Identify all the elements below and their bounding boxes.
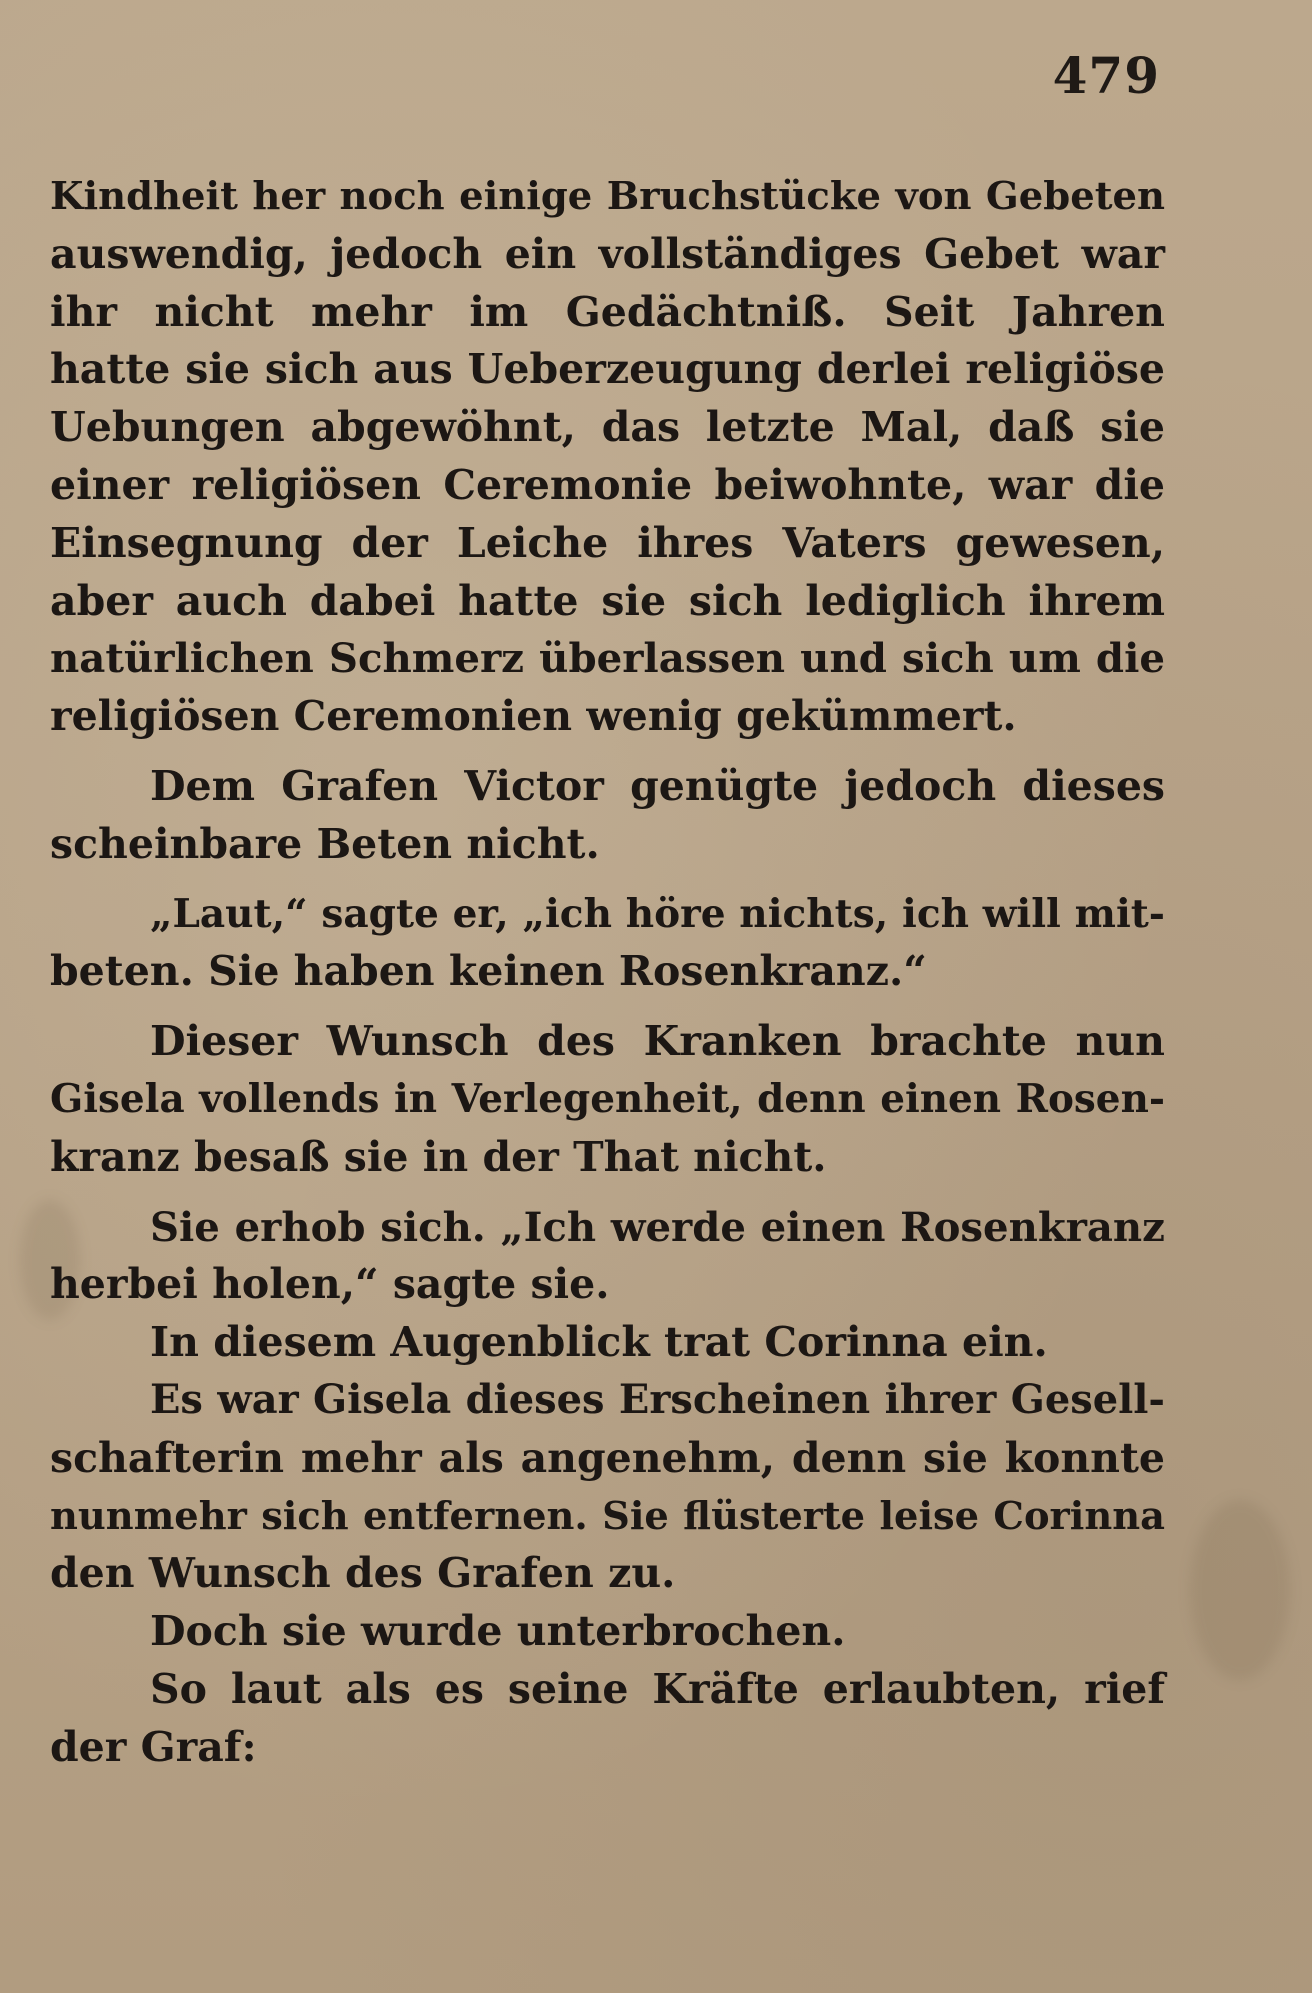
paragraph: [50, 1199, 1165, 1315]
text-line: ihr nicht mehr im Gedächtniß. Seit Jahren: [50, 287, 1165, 336]
text-line: herbei holen,“ sagte sie.: [50, 1260, 610, 1309]
text-line: Gisela vollends in Verlegenheit, denn einen Rosen-: [50, 1075, 1165, 1122]
text-line: Kindheit her noch einige Bruchstücke von Gebeten: [50, 174, 1165, 219]
paragraph: [50, 1661, 1165, 1777]
text-line: religiösen Ceremonien wenig gekümmert.: [50, 692, 1017, 741]
text-line: Einsegnung der Leiche ihres Vaters gewesen,: [50, 518, 1165, 567]
text-line: Dem Grafen Victor genügte jedoch dieses: [150, 761, 1165, 810]
paragraph: [50, 1013, 1165, 1186]
paragraph: [50, 168, 1165, 746]
text-line: In diesem Augenblick trat Corinna ein.: [150, 1318, 1048, 1367]
page-stain: [1190, 1500, 1290, 1680]
paragraph: [50, 758, 1165, 874]
text-line: Doch sie wurde unterbrochen.: [150, 1607, 846, 1656]
text-line: kranz besaß sie in der That nicht.: [50, 1132, 827, 1181]
text-line: den Wunsch des Grafen zu.: [50, 1549, 676, 1598]
text-line: Uebungen abgewöhnt, das letzte Mal, daß sie: [50, 403, 1165, 452]
text-line: Sie erhob sich. „Ich werde einen Rosenkranz: [150, 1203, 1165, 1251]
text-line: aber auch dabei hatte sie sich lediglich ihrem: [50, 576, 1165, 625]
text-line: einer religiösen Ceremonie beiwohnte, war die: [50, 460, 1165, 509]
text-line: So laut als es seine Kräfte erlaubten, rief: [150, 1664, 1165, 1713]
text-line: nunmehr sich entfernen. Sie flüsterte leise Corinna: [50, 1493, 1165, 1539]
text-line: natürlichen Schmerz überlassen und sich um die: [50, 635, 1165, 683]
paragraph: [50, 886, 1165, 1002]
text-line: hatte sie sich aus Ueberzeugung derlei religiöse: [50, 345, 1165, 394]
text-line: Es war Gisela dieses Erscheinen ihrer Gesell-: [150, 1376, 1165, 1423]
body-text: [50, 168, 1165, 1777]
paragraph: [50, 1372, 1165, 1603]
text-line: der Graf:: [50, 1722, 257, 1771]
text-line: „Laut,“ sagte er, „ich höre nichts, ich will mit-: [150, 890, 1165, 937]
paragraph: [50, 1603, 1165, 1661]
text-line: schafterin mehr als angenehm, denn sie konnte: [50, 1433, 1165, 1482]
text-line: auswendig, jedoch ein vollständiges Gebet war: [50, 229, 1165, 278]
paragraph: [50, 1314, 1165, 1372]
text-line: Dieser Wunsch des Kranken brachte nun: [150, 1017, 1165, 1066]
text-line: beten. Sie haben keinen Rosenkranz.“: [50, 947, 927, 996]
text-line: scheinbare Beten nicht.: [50, 819, 600, 868]
page-number: 479: [1052, 46, 1160, 105]
